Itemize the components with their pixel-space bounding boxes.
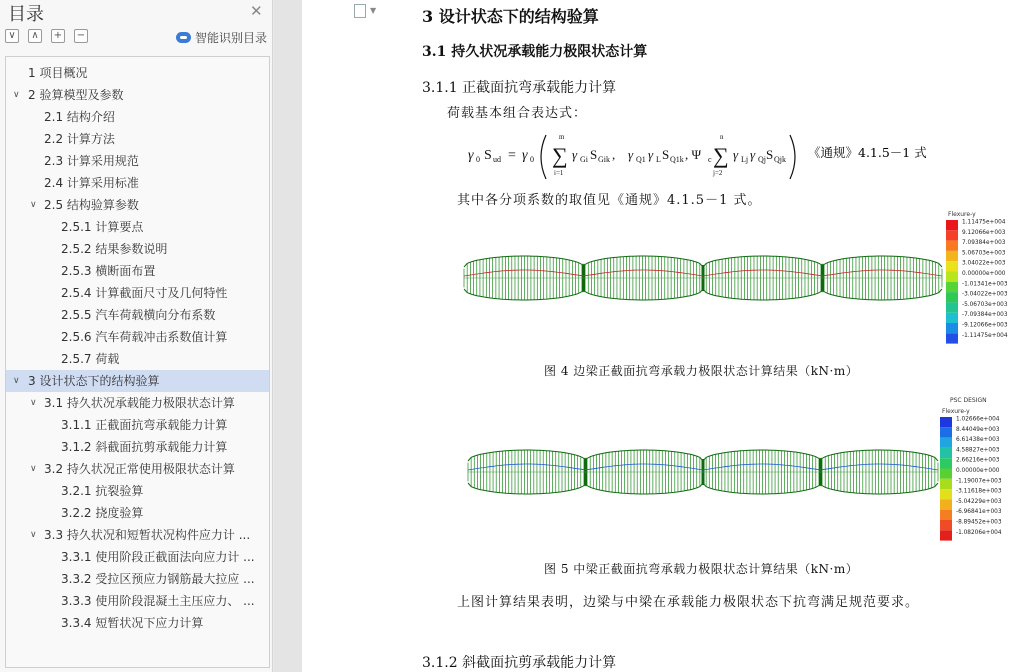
- toc-item[interactable]: [6, 502, 269, 524]
- toc-item-label: 2.5.6 汽车荷载冲击系数值计算: [61, 330, 228, 344]
- legend-value: -6.96841e+003: [956, 509, 1002, 516]
- svg-text:γ: γ: [750, 147, 756, 162]
- svg-text:=: =: [508, 148, 516, 163]
- heading-2: 3.1 持久状况承载能力极限状态计算: [422, 44, 648, 60]
- svg-text:L: L: [656, 155, 661, 164]
- legend-value: 1.02666e+004: [956, 416, 1000, 423]
- legend-value: -1.11475e+004: [962, 332, 1008, 339]
- toc-item[interactable]: [6, 458, 269, 480]
- toc-item-label: 2.5.2 结果参数说明: [61, 242, 168, 256]
- paragraph-combination: 荷载基本组合表达式：: [447, 106, 588, 121]
- svg-text:n: n: [720, 133, 724, 141]
- legend-swatch: [940, 438, 952, 448]
- legend-swatch: [946, 333, 958, 343]
- toc-item[interactable]: [6, 480, 269, 502]
- legend-title: Flexure-y: [948, 211, 976, 218]
- svg-text:Q1: Q1: [636, 155, 646, 164]
- toc-item[interactable]: [6, 128, 269, 150]
- svg-text:γ: γ: [468, 148, 474, 163]
- svg-text:Gi: Gi: [580, 155, 588, 164]
- legend-swatch: [940, 479, 952, 489]
- svg-text:Gik: Gik: [598, 155, 610, 164]
- legend-swatch: [940, 520, 952, 530]
- svg-text:S: S: [590, 147, 598, 162]
- toc-item[interactable]: [6, 260, 269, 282]
- toc-item-label: 3.1.1 正截面抗弯承载能力计算: [61, 418, 228, 432]
- svg-text:m: m: [559, 133, 565, 141]
- legend-value: -1.08206e+004: [956, 529, 1002, 536]
- legend-value: -5.04229e+003: [956, 498, 1002, 505]
- legend-swatch: [940, 448, 952, 458]
- toc-item-label: 1 项目概况: [28, 66, 88, 80]
- toc-item[interactable]: [6, 238, 269, 260]
- toc-item-label: 2.5.1 计算要点: [61, 220, 144, 234]
- heading-3-shear: 3.1.2 斜截面抗剪承载能力计算: [422, 655, 617, 671]
- color-legend: [940, 397, 1002, 541]
- legend-swatch: [946, 261, 958, 271]
- toc-item[interactable]: [6, 194, 269, 216]
- legend-swatch: [940, 458, 952, 468]
- toc-item-label: 2.4 计算采用标准: [44, 176, 139, 190]
- toc-list: [5, 56, 270, 668]
- svg-text:,: ,: [612, 147, 616, 162]
- legend-swatch: [946, 323, 958, 333]
- toc-item-label: 2.5.7 荷载: [61, 352, 120, 366]
- toc-item-label: 3.3.4 短暂状况下应力计算: [61, 616, 204, 630]
- expand-all-icon[interactable]: ∧: [28, 29, 42, 43]
- toc-item[interactable]: [6, 568, 269, 590]
- chevron-down-icon[interactable]: ∨: [30, 530, 37, 540]
- legend-value: 3.04022e+003: [962, 260, 1006, 267]
- figure-5-diagram: [462, 392, 1020, 550]
- remove-heading-icon[interactable]: −: [74, 29, 88, 43]
- legend-swatch: [946, 313, 958, 323]
- toc-item[interactable]: [6, 348, 269, 370]
- toc-item[interactable]: [6, 546, 269, 568]
- toc-item[interactable]: [6, 326, 269, 348]
- svg-text:∑: ∑: [552, 143, 568, 168]
- toc-item-label: 3.2.2 挠度验算: [61, 506, 144, 520]
- collapse-all-icon[interactable]: ∨: [5, 29, 19, 43]
- legend-swatch: [946, 282, 958, 292]
- legend-value: -1.19007e+003: [956, 478, 1002, 485]
- smart-toc-button[interactable]: [176, 29, 267, 46]
- toc-item[interactable]: [6, 436, 269, 458]
- chevron-down-icon[interactable]: ∨: [13, 90, 20, 100]
- legend-swatch: [946, 292, 958, 302]
- beam-envelope: [468, 450, 938, 494]
- toc-item-label: 2.3 计算采用规范: [44, 154, 139, 168]
- svg-text:c: c: [708, 155, 712, 164]
- close-icon[interactable]: ✕: [250, 2, 263, 20]
- toc-item-label: 2.5.3 横断面布置: [61, 264, 156, 278]
- legend-swatch: [946, 241, 958, 251]
- toc-item-label: 3.1 持久状况承载能力极限状态计算: [44, 396, 235, 410]
- toc-item[interactable]: [6, 282, 269, 304]
- toc-item[interactable]: [6, 304, 269, 326]
- legend-value: 8.44049e+003: [956, 426, 1000, 433]
- svg-text:γ: γ: [648, 147, 654, 162]
- svg-text:ud: ud: [493, 155, 501, 164]
- legend-value: 4.58827e+003: [956, 447, 1000, 454]
- legend-swatch: [946, 220, 958, 230]
- toc-panel: [0, 0, 273, 672]
- beam-envelope: [464, 256, 942, 300]
- toc-item-label: 3.3 持久状况和短暂状况构件应力计 ...: [44, 528, 251, 542]
- paragraph-conclusion: 上图计算结果表明，边梁与中梁在承载能力极限状态下抗弯满足规范要求。: [457, 595, 920, 610]
- document-page: [302, 0, 1020, 672]
- toc-item[interactable]: [6, 392, 269, 414]
- legend-value: -7.09384e+003: [962, 312, 1008, 319]
- toc-item-label: 3.2.1 抗裂验算: [61, 484, 144, 498]
- toc-item[interactable]: [6, 62, 269, 84]
- toc-item-label: 2.2 计算方法: [44, 132, 115, 146]
- page-icon[interactable]: [354, 4, 366, 18]
- toc-item[interactable]: [6, 84, 269, 106]
- legend-value: -3.04022e+003: [962, 291, 1008, 298]
- formula-ref: 《通规》4.1.5－1 式: [808, 145, 927, 160]
- legend-swatch: [940, 427, 952, 437]
- formula: [468, 129, 988, 181]
- figure-4-caption: 图 4 边梁正截面抗弯承载力极限状态计算结果（kN·m）: [544, 364, 859, 378]
- legend-swatch: [946, 251, 958, 261]
- toc-item[interactable]: [6, 370, 269, 392]
- legend-swatch: [946, 272, 958, 282]
- svg-text:Qj: Qj: [758, 155, 766, 164]
- toc-item[interactable]: [6, 172, 269, 194]
- legend-swatch: [940, 489, 952, 499]
- legend-swatch: [946, 230, 958, 240]
- toc-item-label: 3.2 持久状况正常使用极限状态计算: [44, 462, 235, 476]
- toc-item[interactable]: [6, 612, 269, 634]
- legend-swatch: [940, 510, 952, 520]
- paragraph-coefficients: 其中各分项系数的取值见《通规》4.1.5－1 式。: [457, 193, 762, 208]
- heading-1: 3 设计状态下的结构验算: [422, 7, 599, 26]
- svg-text:∑: ∑: [713, 143, 729, 168]
- svg-text:i=1: i=1: [554, 169, 564, 177]
- page-gutter: [274, 0, 302, 672]
- legend-swatch: [946, 302, 958, 312]
- svg-text:, Ψ: , Ψ: [685, 147, 702, 162]
- toc-item[interactable]: [6, 590, 269, 612]
- smart-toc-label: 智能识别目录: [195, 31, 268, 45]
- legend-value: 0.00000e+000: [956, 468, 1000, 474]
- svg-text:γ: γ: [628, 147, 634, 162]
- chevron-down-icon[interactable]: ∨: [30, 200, 37, 210]
- toc-item-label: 3.3.3 使用阶段混凝土主压应力、 ...: [61, 594, 255, 608]
- toc-item-label: 3.3.1 使用阶段正截面法向应力计 ...: [61, 550, 255, 564]
- legend-value: -9.12066e+003: [962, 322, 1008, 329]
- toc-item-label: 2.5.5 汽车荷载横向分布系数: [61, 308, 216, 322]
- legend-value: 9.12066e+003: [962, 229, 1006, 236]
- toc-item[interactable]: [6, 216, 269, 238]
- legend-title: Flexure-y: [942, 408, 970, 415]
- svg-text:0: 0: [530, 155, 534, 164]
- toc-item[interactable]: [6, 106, 269, 128]
- legend-header: PSC DESIGN: [950, 397, 987, 404]
- toc-item-label: 3 设计状态下的结构验算: [28, 374, 160, 388]
- legend-swatch: [940, 417, 952, 427]
- toc-title: 目录: [8, 4, 44, 25]
- legend-value: -8.89452e+003: [956, 519, 1002, 526]
- color-legend: [946, 211, 1008, 344]
- legend-swatch: [940, 530, 952, 540]
- svg-text:γ: γ: [733, 147, 739, 162]
- legend-value: 6.61438e+003: [956, 437, 1000, 444]
- svg-text:Qjk: Qjk: [774, 155, 786, 164]
- svg-text:Q1k: Q1k: [670, 155, 684, 164]
- cloud-icon: [176, 32, 191, 43]
- svg-text:S: S: [662, 147, 670, 162]
- toc-item-label: 2.5.4 计算截面尺寸及几何特性: [61, 286, 228, 300]
- legend-value: 5.06703e+003: [962, 250, 1006, 257]
- toc-item[interactable]: [6, 414, 269, 436]
- svg-text:γ: γ: [522, 148, 528, 163]
- toc-item-label: 3.1.2 斜截面抗剪承载能力计算: [61, 440, 228, 454]
- toc-item-label: 3.3.2 受拉区预应力钢筋最大拉应 ...: [61, 572, 255, 586]
- heading-3: 3.1.1 正截面抗弯承载能力计算: [422, 80, 617, 96]
- svg-text:S: S: [484, 148, 492, 163]
- legend-value: 2.66216e+003: [956, 457, 1000, 464]
- toc-item-label: 2.5 结构验算参数: [44, 198, 139, 212]
- legend-value: -1.01341e+003: [962, 281, 1008, 288]
- toc-item-label: 2 验算模型及参数: [28, 88, 124, 102]
- legend-value: -3.11618e+003: [956, 488, 1002, 495]
- add-heading-icon[interactable]: +: [51, 29, 65, 43]
- figure-5-caption: 图 5 中梁正截面抗弯承载力极限状态计算结果（kN·m）: [544, 562, 859, 576]
- legend-value: 7.09384e+003: [962, 240, 1006, 247]
- toc-item-label: 2.1 结构介绍: [44, 110, 115, 124]
- toc-item[interactable]: [6, 150, 269, 172]
- toc-item[interactable]: [6, 524, 269, 546]
- chevron-down-icon[interactable]: ▼: [370, 6, 377, 15]
- legend-swatch: [940, 469, 952, 479]
- svg-text:0: 0: [476, 155, 480, 164]
- legend-value: 0.00000e+000: [962, 271, 1006, 277]
- toc-toolbar: [5, 29, 88, 43]
- legend-value: 1.11475e+004: [962, 219, 1006, 226]
- svg-text:Lj: Lj: [741, 155, 749, 164]
- svg-text:S: S: [766, 147, 774, 162]
- svg-text:γ: γ: [572, 147, 578, 162]
- chevron-down-icon[interactable]: ∨: [13, 376, 20, 386]
- legend-value: -5.06703e+003: [962, 301, 1008, 308]
- chevron-down-icon[interactable]: ∨: [30, 398, 37, 408]
- figure-4-diagram: [462, 210, 1020, 346]
- legend-swatch: [940, 499, 952, 509]
- chevron-down-icon[interactable]: ∨: [30, 464, 37, 474]
- svg-text:j=2: j=2: [713, 169, 723, 177]
